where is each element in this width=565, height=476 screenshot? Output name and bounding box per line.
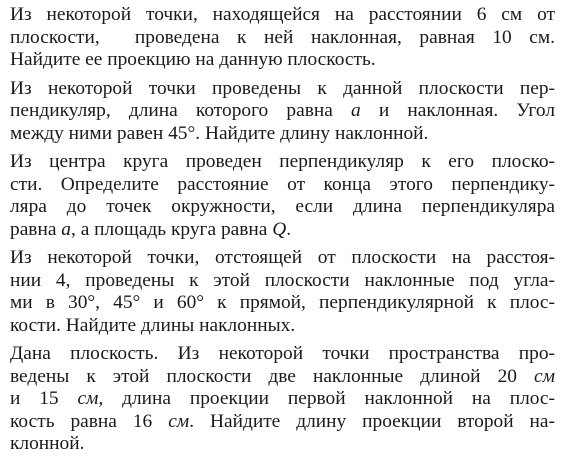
italic-text: Q xyxy=(272,218,287,240)
text-line xyxy=(10,151,555,174)
text-segment: плоскости, проведена к ней наклонная, равная 10 см. xyxy=(10,26,555,48)
text-line xyxy=(10,174,555,197)
problem-paragraph xyxy=(10,78,557,146)
text-line xyxy=(10,49,555,72)
text-segment: и 15 xyxy=(10,388,78,409)
text-segment: длина проекции первой наклонной на плос- xyxy=(103,388,555,409)
text-line xyxy=(10,123,555,146)
text-segment: сти. Определите расстояние от конца этого перпендику- xyxy=(10,173,555,195)
text-line xyxy=(10,27,555,50)
text-segment: клонной. xyxy=(10,433,85,454)
text-segment: Из некоторой точки проведены к данной плоскости пер- xyxy=(10,77,555,99)
text-line xyxy=(10,315,555,338)
text-segment: Дана плоскость. Из некоторой точки пространства про- xyxy=(10,343,555,364)
text-segment: кость равна 16 xyxy=(10,410,169,432)
text-segment: Из центра круга проведен перпендикуляр к его плоско- xyxy=(10,151,555,172)
italic-text: см, xyxy=(77,388,104,409)
italic-text: см xyxy=(168,410,190,432)
problem-list xyxy=(10,4,557,456)
text-segment: и наклонная. Угол xyxy=(360,100,555,121)
text-segment: Из некоторой точки, отстоящей от плоскости на расстоя- xyxy=(10,247,555,268)
text-segment: . xyxy=(286,218,292,240)
problem-paragraph xyxy=(10,343,557,456)
text-segment: ляра до точек окружности, если длина перпендикуляра xyxy=(10,196,555,217)
text-segment: Из некоторой точки, находящейся на расстоянии 6 см от xyxy=(10,4,555,25)
text-line xyxy=(10,219,555,242)
text-segment: кости. Найдите длины наклонных. xyxy=(10,314,296,336)
text-line xyxy=(10,388,555,411)
text-segment: пендикуляр, длина которого равна xyxy=(10,100,351,121)
text-line xyxy=(10,78,555,101)
text-line xyxy=(10,433,555,456)
text-line xyxy=(10,270,555,293)
problem-paragraph xyxy=(10,247,557,337)
problem-paragraph xyxy=(10,4,557,72)
problem-paragraph xyxy=(10,151,557,241)
italic-text: см xyxy=(534,365,555,387)
text-line xyxy=(10,366,555,389)
text-line xyxy=(10,292,555,315)
text-segment: равна xyxy=(10,218,62,240)
italic-text: a xyxy=(350,100,361,121)
text-segment: . Найдите длину проекции второй на- xyxy=(189,410,555,432)
text-line xyxy=(10,4,555,27)
text-segment: между ними равен 45°. Найдите длину наклонной. xyxy=(10,122,429,144)
text-segment: , а площадь круга равна xyxy=(71,218,273,240)
text-segment: нии 4, проведены к этой плоскости наклонные под угла- xyxy=(10,269,555,291)
text-segment: Найдите ее проекцию на данную плоскость. xyxy=(10,49,376,70)
text-segment: ведены к этой плоскости две наклонные длиной 20 xyxy=(10,365,535,387)
text-line xyxy=(10,100,555,123)
text-line xyxy=(10,247,555,270)
text-segment: ми в 30°, 45° и 60° к прямой, перпендикулярной к плос- xyxy=(10,292,555,313)
text-line xyxy=(10,196,555,219)
text-line xyxy=(10,411,555,434)
text-line xyxy=(10,343,555,366)
italic-text: a xyxy=(61,218,71,240)
